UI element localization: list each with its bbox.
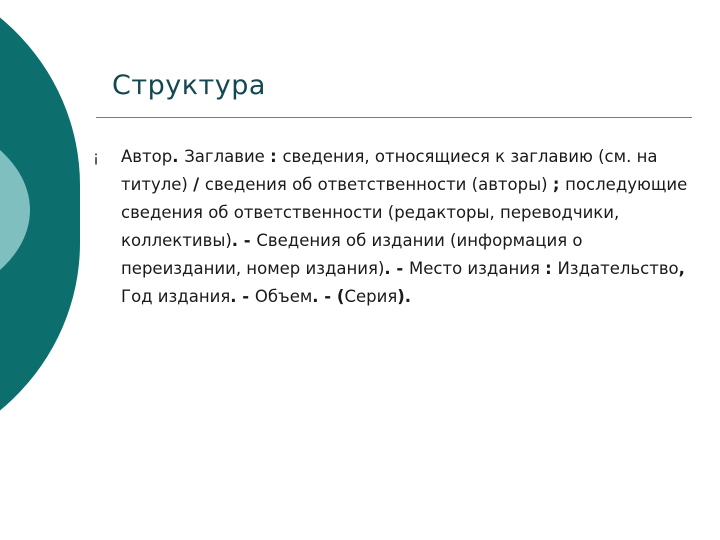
bullet-list-item [90, 143, 690, 311]
title-divider [96, 117, 692, 118]
bullet-marker-icon: ¡ [93, 148, 100, 166]
page-title: Структура [112, 70, 266, 101]
bibliographic-structure-text: Автор. Заглавие : сведения, относящиеся к заглавию (см. на титуле) / сведения об ответственности (авторы) ; последующие сведения об ответственности (редакторы, переводчики, коллективы). - Сведения об издании (информация о переиздании, номер издания). - Место издания : Издательство, Год издания. - Объем. - (Серия). [121, 147, 688, 306]
